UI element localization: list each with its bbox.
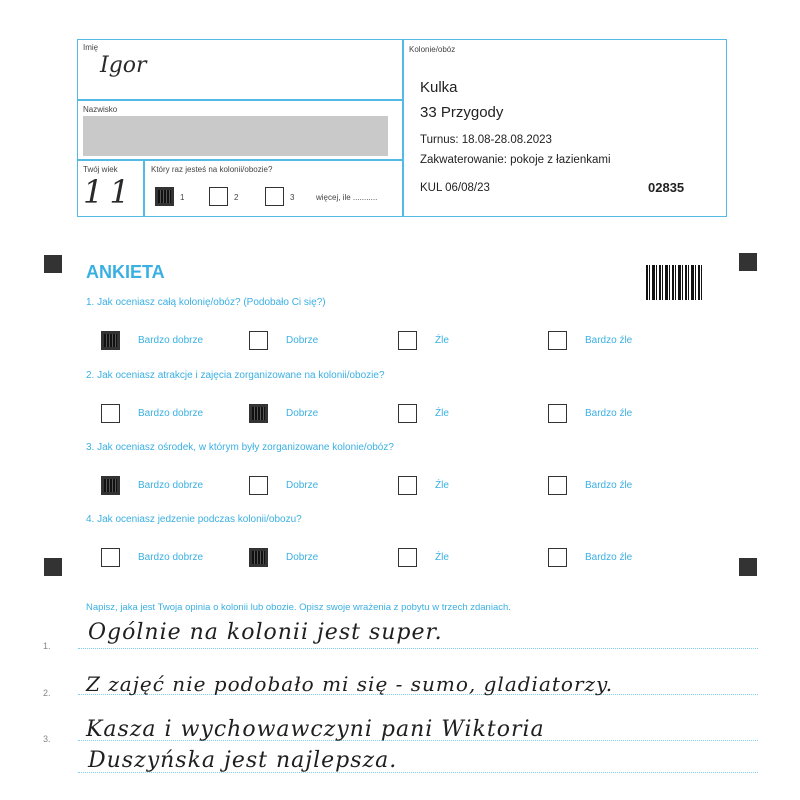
survey-title: ANKIETA xyxy=(86,262,165,282)
visit-checkbox-2[interactable] xyxy=(209,187,228,206)
rating-checkbox[interactable] xyxy=(548,548,567,567)
rating-checkbox[interactable] xyxy=(398,404,417,423)
turnus-label: Turnus: xyxy=(420,134,459,146)
line-number: 3. xyxy=(43,734,51,744)
rating-checkbox[interactable] xyxy=(548,476,567,495)
divider xyxy=(143,159,145,217)
writing-line xyxy=(78,648,758,649)
rating-label: Źle xyxy=(435,480,449,491)
rating-label: Bardzo dobrze xyxy=(138,408,204,419)
barcode xyxy=(646,265,702,300)
nazwisko-label: Nazwisko xyxy=(83,105,118,114)
turnus-row xyxy=(420,134,552,146)
registration-marker xyxy=(44,558,62,576)
zakwaterowanie-label: Zakwaterowanie: xyxy=(420,154,507,166)
question-text: 3. Jak oceniasz ośrodek, w którym były zorganizowane kolonie/obóz? xyxy=(86,442,394,453)
visit-checkbox-3[interactable] xyxy=(265,187,284,206)
rating-checkbox[interactable] xyxy=(249,476,268,495)
rating-checkbox[interactable] xyxy=(548,404,567,423)
rating-checkbox[interactable] xyxy=(249,548,268,567)
rating-label: Bardzo źle xyxy=(585,408,633,419)
line-number: 1. xyxy=(43,641,51,651)
camp-name: Kulka xyxy=(420,79,458,96)
rating-label: Bardzo dobrze xyxy=(138,480,204,491)
opinion-line-1[interactable]: Ogólnie na kolonii jest super. xyxy=(88,620,443,645)
rating-checkbox[interactable] xyxy=(101,404,120,423)
rating-checkbox[interactable] xyxy=(101,548,120,567)
registration-marker xyxy=(739,253,757,271)
divider xyxy=(402,39,404,217)
rating-checkbox[interactable] xyxy=(548,331,567,350)
form-number: 02835 xyxy=(648,180,685,195)
question-text: 1. Jak oceniasz całą kolonię/obóz? (Podobało Ci się?) xyxy=(86,297,326,308)
registration-marker xyxy=(44,255,62,273)
divider xyxy=(77,99,403,101)
rating-label: Bardzo dobrze xyxy=(138,335,204,346)
rating-label: Źle xyxy=(435,408,449,419)
question-text: 2. Jak oceniasz atrakcje i zajęcia zorganizowane na kolonii/obozie? xyxy=(86,370,385,381)
rating-label: Źle xyxy=(435,552,449,563)
question-text: 4. Jak oceniasz jedzenie podczas kolonii/obozu? xyxy=(86,514,302,525)
registration-marker xyxy=(739,558,757,576)
rating-label: Dobrze xyxy=(286,480,319,491)
wiek-label: Twój wiek xyxy=(83,165,118,174)
rating-label: Bardzo dobrze xyxy=(138,552,204,563)
zakwaterowanie-row xyxy=(420,154,611,166)
rating-label: Bardzo źle xyxy=(585,335,633,346)
opinion-line-4[interactable]: Duszyńska jest najlepsza. xyxy=(88,748,398,773)
camp-program: 33 Przygody xyxy=(420,104,504,121)
rating-checkbox[interactable] xyxy=(398,548,417,567)
rating-checkbox[interactable] xyxy=(398,476,417,495)
rating-label: Bardzo źle xyxy=(585,552,633,563)
opinion-line-2[interactable]: Z zajęć nie podobało mi się - sumo, gladiatorzy. xyxy=(86,672,614,696)
imie-value[interactable]: Igor xyxy=(100,53,147,78)
redacted-surname xyxy=(83,116,388,156)
visit-option-1: 1 xyxy=(180,193,185,202)
turnus-value: 18.08-28.08.2023 xyxy=(461,134,552,146)
rating-checkbox[interactable] xyxy=(249,331,268,350)
kolonie-label: Kolonie/obóz xyxy=(409,45,456,54)
rating-checkbox[interactable] xyxy=(249,404,268,423)
rating-label: Bardzo źle xyxy=(585,480,633,491)
rating-label: Dobrze xyxy=(286,552,319,563)
zakwaterowanie-value: pokoje z łazienkami xyxy=(510,154,611,166)
opinion-line-3[interactable]: Kasza i wychowawczyni pani Wiktoria xyxy=(86,717,545,742)
wiek-value[interactable]: 11 xyxy=(83,173,136,211)
rating-label: Źle xyxy=(435,335,449,346)
rating-label: Dobrze xyxy=(286,408,319,419)
rating-label: Dobrze xyxy=(286,335,319,346)
visit-option-more: więcej, ile ........... xyxy=(316,193,378,202)
imie-label: Imię xyxy=(83,43,99,52)
camp-code: KUL 06/08/23 xyxy=(420,182,490,194)
visit-checkbox-1[interactable] xyxy=(155,187,174,206)
visit-option-2: 2 xyxy=(234,193,239,202)
ktory-raz-label: Który raz jesteś na kolonii/obozie? xyxy=(151,165,273,174)
opinion-prompt: Napisz, jaka jest Twoja opinia o kolonii lub obozie. Opisz swoje wrażenia z pobytu w trzech zdaniach. xyxy=(86,602,511,613)
line-number: 2. xyxy=(43,688,51,698)
visit-option-3: 3 xyxy=(290,193,295,202)
rating-checkbox[interactable] xyxy=(398,331,417,350)
rating-checkbox[interactable] xyxy=(101,331,120,350)
rating-checkbox[interactable] xyxy=(101,476,120,495)
divider xyxy=(77,159,403,161)
